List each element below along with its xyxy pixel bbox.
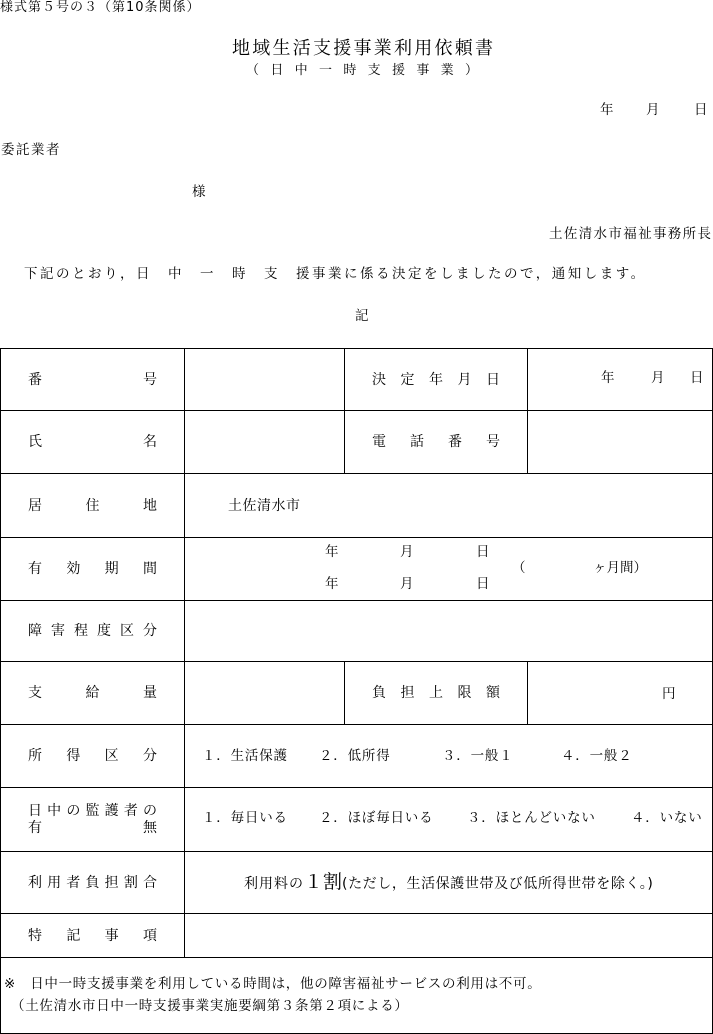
row-validity-period xyxy=(1,537,712,600)
disability-level-value-cell xyxy=(184,601,712,661)
guardian-option-1: １．毎日いる xyxy=(202,810,288,826)
issue-date-year: 年 xyxy=(600,102,614,118)
daytime-guardian-label-line1: 日中の監護者の xyxy=(28,802,157,819)
row-special-notes xyxy=(1,913,712,957)
ratio-amount: １割 xyxy=(304,871,343,893)
phone-value-cell xyxy=(527,411,712,473)
phone-label: 電話番号 xyxy=(372,434,500,450)
footnote-line1: ※ 日中一時支援事業を利用している時間は，他の障害福祉サービスの利用は不可。 xyxy=(4,976,542,992)
row-income-category xyxy=(1,724,712,787)
footnote-cell xyxy=(1,958,712,1033)
decision-date-year: 年 xyxy=(601,370,615,386)
income-category-label-cell xyxy=(1,725,184,787)
guardian-option-4: ４．いない xyxy=(631,810,703,826)
validity-start-year: 年 xyxy=(325,544,339,560)
daytime-guardian-label-line2: 有無 xyxy=(28,819,157,836)
daytime-guardian-label xyxy=(1,803,184,837)
issue-date-day: 日 xyxy=(694,102,708,118)
burden-limit-label-cell xyxy=(344,662,527,724)
supply-amount-label: 支給量 xyxy=(28,685,157,701)
recipient-label: 委託業者 xyxy=(1,142,61,158)
name-label: 氏名 xyxy=(28,434,157,450)
name-label-cell xyxy=(1,411,184,473)
disability-level-label-cell xyxy=(1,601,184,661)
validity-period-value-cell xyxy=(184,538,712,600)
user-burden-ratio-label-cell xyxy=(1,852,184,913)
income-option-2: ２．低所得 xyxy=(319,748,391,764)
decision-date-day: 日 xyxy=(690,370,704,386)
validity-end-year: 年 xyxy=(325,576,339,592)
validity-period-label-cell xyxy=(1,538,184,600)
income-option-1: １．生活保護 xyxy=(202,748,288,764)
supply-amount-value-cell xyxy=(184,662,344,724)
validity-start-day: 日 xyxy=(476,544,490,560)
disability-level-label: 障害程度区分 xyxy=(28,623,157,639)
special-notes-value-cell xyxy=(184,914,712,957)
daytime-guardian-label-cell xyxy=(1,788,184,851)
number-label-cell xyxy=(1,349,184,410)
validity-end-day: 日 xyxy=(476,576,490,592)
decision-date-label-cell xyxy=(344,349,527,410)
number-label: 番号 xyxy=(28,371,157,388)
ratio-prefix: 利用料の xyxy=(244,876,304,892)
burden-limit-unit: 円 xyxy=(662,686,676,702)
document-subtitle: （日中一時支援事業） xyxy=(246,63,478,78)
decision-date-month: 月 xyxy=(651,370,665,386)
issuer-name: 土佐清水市福祉事務所長 xyxy=(549,226,711,242)
row-number-decision-date xyxy=(1,349,712,410)
ratio-exception-note: (ただし，生活保護世帯及び低所得世帯を除く。) xyxy=(342,876,654,892)
number-value-cell xyxy=(184,349,344,410)
row-supply-burden xyxy=(1,661,712,724)
user-burden-ratio-value xyxy=(185,873,653,892)
ki-heading: 記 xyxy=(355,308,369,324)
daytime-guardian-value-cell xyxy=(184,788,712,851)
income-option-3: ３．一般１ xyxy=(442,748,514,764)
validity-end-month: 月 xyxy=(400,576,414,592)
form-number: 様式第５号の３（第10条関係） xyxy=(0,0,201,15)
address-label: 居住地 xyxy=(28,497,157,514)
guardian-option-3: ３．ほとんどいない xyxy=(467,810,596,826)
decision-date-label: 決定年月日 xyxy=(372,371,500,388)
decision-table xyxy=(0,348,713,1034)
notice-text: 下記のとおり，日 中 一 時 支 援事業に係る決定をしましたので，通知します。 xyxy=(24,266,647,282)
user-burden-ratio-label: 利用者負担割合 xyxy=(28,874,157,891)
special-notes-label: 特記事項 xyxy=(28,927,157,944)
user-burden-ratio-value-cell xyxy=(184,852,712,913)
validity-months: （ ヶ月間） xyxy=(512,560,647,576)
guardian-option-2: ２．ほぼ毎日いる xyxy=(319,810,434,826)
row-name-phone xyxy=(1,410,712,473)
phone-label-cell xyxy=(344,411,527,473)
issue-date-month: 月 xyxy=(646,102,660,118)
burden-limit-value-cell xyxy=(527,662,712,724)
row-disability-level xyxy=(1,600,712,661)
address-value-cell xyxy=(184,474,712,537)
decision-date-value-cell xyxy=(527,349,712,410)
income-option-4: ４．一般２ xyxy=(561,748,633,764)
document-title: 地域生活支援事業利用依頼書 xyxy=(232,38,493,59)
footnote-line2: （土佐清水市日中一時支援事業実施要綱第３条第２項による） xyxy=(11,998,409,1014)
income-category-label: 所得区分 xyxy=(28,748,157,764)
honorific: 様 xyxy=(192,184,206,200)
special-notes-label-cell xyxy=(1,914,184,957)
row-footnote xyxy=(1,957,712,1033)
validity-start-month: 月 xyxy=(400,544,414,560)
burden-limit-label: 負担上限額 xyxy=(372,685,500,701)
name-value-cell xyxy=(184,411,344,473)
address-value: 土佐清水市 xyxy=(228,497,301,514)
row-user-burden-ratio xyxy=(1,851,712,913)
row-address xyxy=(1,473,712,537)
row-daytime-guardian xyxy=(1,787,712,851)
validity-period-label: 有効期間 xyxy=(28,561,157,577)
income-category-value-cell xyxy=(184,725,712,787)
supply-amount-label-cell xyxy=(1,662,184,724)
address-label-cell xyxy=(1,474,184,537)
